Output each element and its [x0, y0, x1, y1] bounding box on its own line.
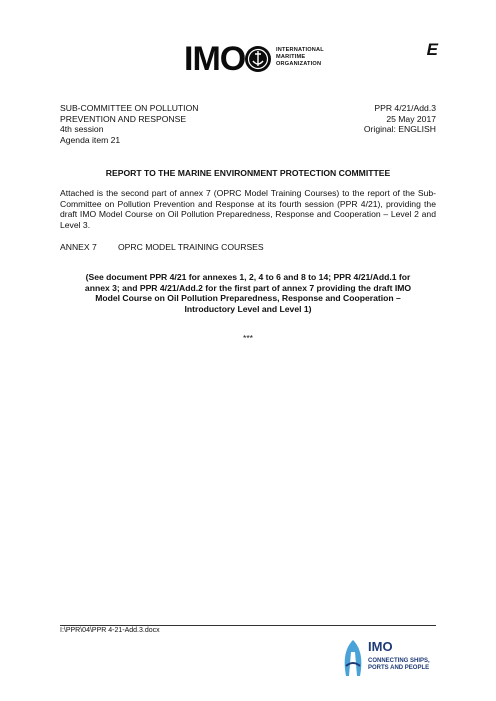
session-line: 4th session: [60, 124, 104, 135]
language-code: E: [426, 40, 438, 59]
logo-letters: IMO: [184, 40, 246, 78]
org-name-line: INTERNATIONAL: [276, 47, 324, 53]
document-symbol: PPR 4/21/Add.3: [374, 103, 436, 113]
separator-stars: ***: [242, 333, 254, 343]
org-name-line: ORGANIZATION: [276, 61, 322, 67]
committee-line: PREVENTION AND RESPONSE: [60, 113, 187, 124]
lighthouse-wave-icon: [342, 638, 364, 678]
org-name: [276, 47, 324, 68]
file-path: I:\PPR\04\PPR 4-21-Add.3.docx: [60, 627, 160, 634]
slogan-line: CONNECTING SHIPS,: [368, 658, 430, 664]
footer-logo-letters: IMO: [368, 639, 393, 654]
footer-slogan: [368, 658, 430, 672]
imo-logo: [184, 42, 334, 76]
org-name-line: MARITIME: [276, 54, 306, 60]
document-reference: [364, 103, 436, 135]
intro-paragraph: Attached is the second part of annex 7 (OPRC Model Training Courses) to the report of the Sub-Committee on Pollution Prevention and Response at its fourth session (PPR 4/21), providing the draft IMO Model Course on Oil Pollution Preparedness, Response and Cooperation – Level 2 and Level 3.: [60, 188, 436, 230]
annex-title: OPRC MODEL TRAINING COURSES: [118, 242, 264, 252]
footer-logo: [342, 638, 442, 682]
original-language: Original: ENGLISH: [363, 124, 436, 135]
footer-rule: [60, 625, 436, 626]
document-date: 25 May 2017: [386, 113, 436, 124]
annex-number: ANNEX 7: [60, 242, 97, 252]
slogan-line: PORTS AND PEOPLE: [368, 665, 430, 671]
report-title: REPORT TO THE MARINE ENVIRONMENT PROTECTION COMMITTEE: [105, 168, 391, 178]
committee-line: SUB-COMMITTEE ON POLLUTION: [60, 103, 199, 113]
agenda-item: Agenda item 21: [60, 134, 121, 145]
committee-block: [60, 103, 198, 145]
emblem-icon: [244, 45, 272, 73]
annex-note: (See document PPR 4/21 for annexes 1, 2, 4 to 6 and 8 to 14; PPR 4/21/Add.1 for annex 3; and PPR 4/21/Add.2 for the first part of annex 7 providing the draft IMO Model Course on Oil Pollution Preparedness, Response and Cooperation – Introductory Level and Level 1): [84, 272, 412, 314]
annex-heading: [60, 242, 264, 253]
